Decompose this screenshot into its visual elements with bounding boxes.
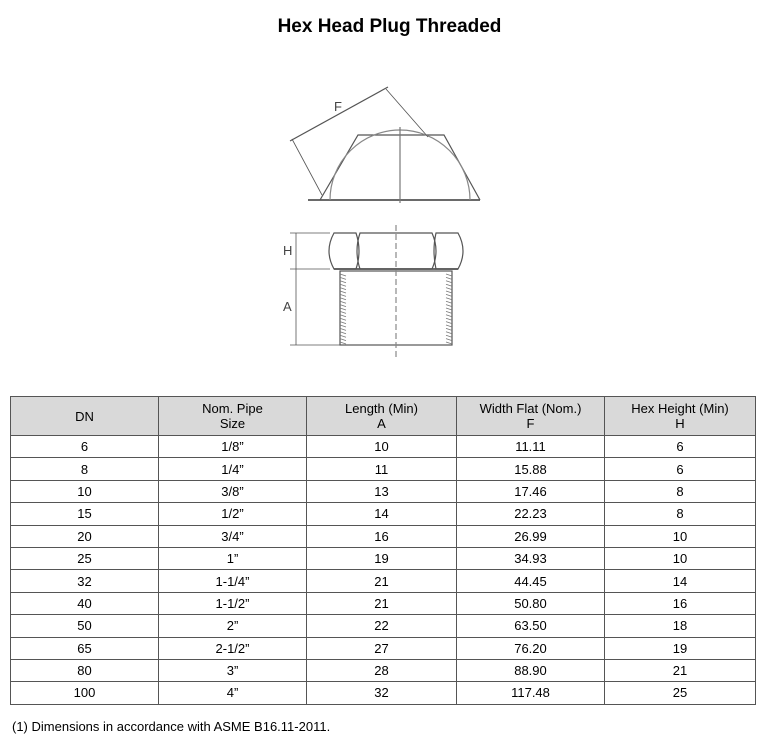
table-cell: 1/4” [159, 458, 307, 480]
table-cell: 76.20 [457, 637, 605, 659]
table-cell: 34.93 [457, 547, 605, 569]
header-width-flat: Width Flat (Nom.) F [457, 397, 605, 436]
table-cell: 18 [605, 615, 756, 637]
table-row [11, 659, 756, 681]
table-cell: 16 [605, 592, 756, 614]
table-cell: 19 [605, 637, 756, 659]
table-cell: 8 [605, 503, 756, 525]
table-cell: 88.90 [457, 659, 605, 681]
hex-side-view [290, 225, 463, 357]
table-cell: 100 [11, 682, 159, 704]
table-cell: 4” [159, 682, 307, 704]
table-cell: 21 [307, 592, 457, 614]
table-cell: 19 [307, 547, 457, 569]
table-cell: 1/2” [159, 503, 307, 525]
table-cell: 2” [159, 615, 307, 637]
hex-top-view [290, 87, 480, 203]
table-cell: 3” [159, 659, 307, 681]
hex-plug-drawing [270, 75, 510, 365]
table-row [11, 570, 756, 592]
table-cell: 50.80 [457, 592, 605, 614]
table-row [11, 682, 756, 704]
table-cell: 10 [605, 525, 756, 547]
table-cell: 44.45 [457, 570, 605, 592]
header-length-min: Length (Min) A [307, 397, 457, 436]
table-cell: 25 [605, 682, 756, 704]
table-cell: 1-1/2” [159, 592, 307, 614]
footnote: (1) Dimensions in accordance with ASME B16.11-2011. [12, 719, 331, 734]
table-cell: 10 [307, 436, 457, 458]
table-row [11, 458, 756, 480]
table-cell: 8 [11, 458, 159, 480]
dimension-label-h: H [283, 243, 293, 258]
dimensions-table [10, 396, 756, 705]
table-cell: 6 [11, 436, 159, 458]
table-row [11, 503, 756, 525]
table-row [11, 637, 756, 659]
dimension-label-f: F [334, 99, 342, 114]
table-row [11, 525, 756, 547]
table-row [11, 436, 756, 458]
table-cell: 3/4” [159, 525, 307, 547]
table-cell: 22 [307, 615, 457, 637]
dimension-label-a: A [283, 299, 292, 314]
table-cell: 1” [159, 547, 307, 569]
table-cell: 15.88 [457, 458, 605, 480]
table-cell: 40 [11, 592, 159, 614]
table-row [11, 547, 756, 569]
table-cell: 21 [605, 659, 756, 681]
table-cell: 28 [307, 659, 457, 681]
table-cell: 32 [11, 570, 159, 592]
table-cell: 11 [307, 458, 457, 480]
table-header-row [11, 397, 756, 436]
table-cell: 32 [307, 682, 457, 704]
table-cell: 20 [11, 525, 159, 547]
table-cell: 3/8” [159, 480, 307, 502]
table-cell: 22.23 [457, 503, 605, 525]
table-row [11, 615, 756, 637]
table-cell: 1/8” [159, 436, 307, 458]
table-cell: 8 [605, 480, 756, 502]
table-cell: 27 [307, 637, 457, 659]
table-cell: 10 [605, 547, 756, 569]
table-cell: 117.48 [457, 682, 605, 704]
table-row [11, 480, 756, 502]
table-cell: 6 [605, 436, 756, 458]
table-row [11, 592, 756, 614]
page-title: Hex Head Plug Threaded [277, 16, 502, 37]
table-cell: 2-1/2” [159, 637, 307, 659]
table-cell: 14 [307, 503, 457, 525]
table-cell: 80 [11, 659, 159, 681]
table-cell: 63.50 [457, 615, 605, 637]
table-cell: 13 [307, 480, 457, 502]
table-cell: 14 [605, 570, 756, 592]
table-cell: 17.46 [457, 480, 605, 502]
table-cell: 16 [307, 525, 457, 547]
header-hex-height: Hex Height (Min) H [605, 397, 756, 436]
table-cell: 10 [11, 480, 159, 502]
table-cell: 25 [11, 547, 159, 569]
table-cell: 50 [11, 615, 159, 637]
table-cell: 26.99 [457, 525, 605, 547]
header-nom-pipe-size: Nom. Pipe Size [159, 397, 307, 436]
table-cell: 11.11 [457, 436, 605, 458]
table-cell: 65 [11, 637, 159, 659]
header-dn: DN [11, 397, 159, 436]
table-cell: 6 [605, 458, 756, 480]
table-cell: 1-1/4” [159, 570, 307, 592]
table-cell: 15 [11, 503, 159, 525]
table-cell: 21 [307, 570, 457, 592]
